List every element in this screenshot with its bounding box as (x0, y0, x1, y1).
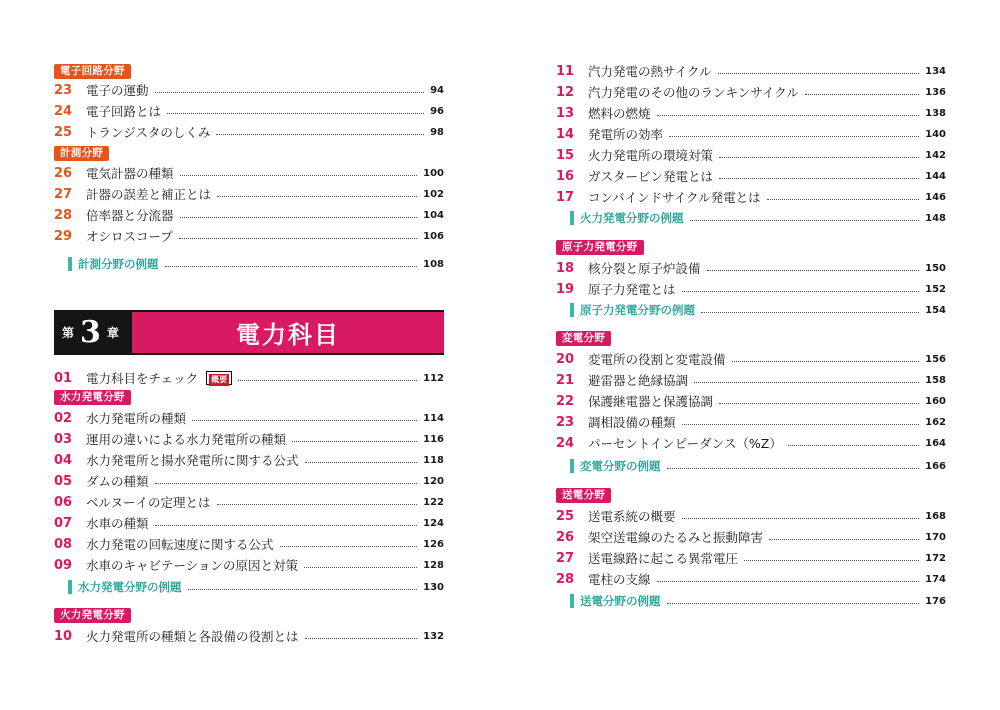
entry-page: 108 (423, 258, 444, 270)
example-title: 計測分野の例題 (78, 257, 159, 271)
entry-title: 汽力発電のその他のランキンサイクル (588, 85, 799, 100)
chapter-title: 電力科目 (132, 312, 444, 353)
section-tag-denshi: 電子回路分野 (54, 64, 131, 79)
toc-entry[interactable] (54, 80, 444, 100)
entry-title: 水力発電所と揚水発電所に関する公式 (86, 453, 299, 468)
entry-number: 13 (556, 105, 575, 121)
entry-number: 27 (556, 550, 575, 566)
entry-page: 150 (925, 262, 946, 274)
entry-page: 148 (925, 212, 946, 224)
entry-number: 24 (556, 435, 575, 451)
entry-page: 126 (423, 538, 444, 550)
toc-entry[interactable] (54, 408, 444, 428)
entry-number: 24 (54, 103, 73, 119)
toc-entry[interactable] (54, 101, 444, 121)
entry-title: 汽力発電の熱サイクル (588, 64, 712, 79)
dot-leader (719, 403, 919, 404)
example-title: 変電分野の例題 (580, 459, 661, 473)
entry-number: 15 (556, 147, 575, 163)
entry-page: 122 (423, 496, 444, 508)
entry-title: 倍率器と分流器 (86, 208, 174, 223)
dot-leader (165, 266, 418, 267)
entry-title: パーセントインピーダンス（%Z） (588, 436, 782, 451)
entry-title: 運用の違いによる水力発電所の種類 (86, 432, 287, 447)
entry-page: 168 (925, 510, 946, 522)
toc-example-entry[interactable] (54, 577, 444, 597)
entry-title: 電子の運動 (86, 83, 149, 98)
toc-entry[interactable] (556, 103, 946, 123)
toc-entry[interactable] (556, 391, 946, 411)
toc-entry[interactable] (54, 226, 444, 246)
dot-leader (669, 136, 919, 137)
dot-leader (682, 291, 920, 292)
entry-page: 138 (925, 107, 946, 119)
entry-page: 146 (925, 191, 946, 203)
entry-title: 計器の誤差と補正とは (86, 187, 212, 202)
dot-leader (167, 113, 424, 114)
entry-page: 104 (423, 209, 444, 221)
entry-page: 132 (423, 630, 444, 642)
entry-title: 調相設備の種類 (588, 415, 676, 430)
entry-number: 08 (54, 536, 73, 552)
example-marker (68, 257, 72, 271)
entry-page: 102 (423, 188, 444, 200)
toc-entry[interactable] (556, 349, 946, 369)
dot-leader (732, 361, 920, 362)
chapter-digit: 3 (80, 315, 101, 350)
dot-leader (707, 270, 920, 271)
entry-number: 09 (54, 557, 73, 573)
entry-page: 162 (925, 416, 946, 428)
toc-entry[interactable] (54, 471, 444, 491)
entry-page: 154 (925, 304, 946, 316)
toc-entry[interactable] (556, 124, 946, 144)
entry-page: 128 (423, 559, 444, 571)
entry-number: 17 (556, 189, 575, 205)
entry-title: 水力発電所の種類 (86, 411, 187, 426)
example-marker (570, 594, 574, 608)
chapter-prefix: 第 (62, 326, 75, 340)
entry-number: 22 (556, 393, 575, 409)
toc-example-entry[interactable] (556, 300, 946, 320)
toc-entry[interactable] (556, 258, 946, 278)
entry-page: 142 (925, 149, 946, 161)
chapter-suffix: 章 (106, 326, 119, 340)
toc-entry[interactable] (54, 555, 444, 575)
toc-entry[interactable] (54, 492, 444, 512)
entry-number: 20 (556, 351, 575, 367)
toc-entry[interactable] (54, 429, 444, 449)
dot-leader (180, 175, 418, 176)
dot-leader (305, 462, 418, 463)
entry-title: ダムの種類 (86, 474, 149, 489)
entry-number: 03 (54, 431, 73, 447)
entry-title: コンバインドサイクル発電とは (588, 190, 761, 205)
entry-number: 27 (54, 186, 73, 202)
toc-entry[interactable] (54, 205, 444, 225)
section-tag-karyoku: 火力発電分野 (54, 608, 131, 623)
entry-page: 114 (423, 412, 444, 424)
entry-page: 118 (423, 454, 444, 466)
dot-leader (718, 73, 920, 74)
entry-number: 06 (54, 494, 73, 510)
entry-page: 98 (430, 126, 444, 138)
entry-title: 水車のキャビテーションの原因と対策 (86, 558, 299, 573)
toc-entry[interactable] (54, 626, 444, 646)
toc-entry[interactable] (556, 166, 946, 186)
toc-entry[interactable] (556, 433, 946, 453)
toc-entry[interactable] (556, 370, 946, 390)
toc-entry[interactable] (54, 450, 444, 470)
example-marker (68, 580, 72, 594)
dot-leader (292, 441, 417, 442)
entry-title: オシロスコープ (86, 229, 173, 244)
toc-entry[interactable] (54, 368, 444, 388)
entry-number: 12 (556, 84, 575, 100)
example-title: 火力発電分野の例題 (580, 211, 684, 225)
entry-number: 19 (556, 281, 575, 297)
section-tag-soden: 送電分野 (556, 488, 611, 503)
dot-leader (155, 483, 418, 484)
entry-number: 28 (54, 207, 73, 223)
entry-number: 26 (556, 529, 575, 545)
entry-title: 電柱の支線 (588, 572, 651, 587)
dot-leader (155, 92, 425, 93)
entry-page: 130 (423, 581, 444, 593)
entry-title: 変電所の役割と変電設備 (588, 352, 726, 367)
entry-number: 01 (54, 370, 73, 386)
entry-page: 152 (925, 283, 946, 295)
example-marker (570, 459, 574, 473)
toc-entry[interactable] (556, 187, 946, 207)
entry-title: トランジスタのしくみ (86, 125, 211, 140)
entry-title: 火力発電所の種類と各設備の役割とは (86, 629, 299, 644)
dot-leader (217, 196, 417, 197)
example-title: 水力発電分野の例題 (78, 580, 182, 594)
entry-page: 160 (925, 395, 946, 407)
entry-title: 核分裂と原子炉設備 (588, 261, 701, 276)
toc-entry[interactable] (556, 506, 946, 526)
entry-title: 発電所の効率 (588, 127, 664, 142)
entry-title: 送電系統の概要 (588, 509, 676, 524)
section-tag-hendenn: 変電分野 (556, 331, 611, 346)
dot-leader (180, 217, 418, 218)
example-marker (570, 211, 574, 225)
dot-leader (192, 420, 417, 421)
dot-leader (690, 220, 920, 221)
entry-number: 11 (556, 63, 575, 79)
toc-entry[interactable] (556, 279, 946, 299)
entry-page: 96 (430, 105, 444, 117)
entry-number: 28 (556, 571, 575, 587)
dot-leader (657, 581, 920, 582)
toc-entry[interactable] (556, 145, 946, 165)
entry-page: 116 (423, 433, 444, 445)
dot-leader (657, 115, 920, 116)
toc-example-entry[interactable] (556, 591, 946, 611)
dot-leader (216, 134, 424, 135)
dot-leader (701, 312, 919, 313)
entry-page: 100 (423, 167, 444, 179)
entry-number: 25 (54, 124, 73, 140)
entry-number: 14 (556, 126, 575, 142)
toc-entry[interactable] (556, 569, 946, 589)
toc-entry[interactable] (54, 122, 444, 142)
dot-leader (179, 238, 417, 239)
toc-entry[interactable] (54, 534, 444, 554)
entry-page: 120 (423, 475, 444, 487)
entry-number: 16 (556, 168, 575, 184)
entry-title: 電力科目をチェック (86, 371, 199, 386)
section-tag-genshiryoku: 原子力発電分野 (556, 240, 644, 255)
entry-title: ガスタービン発電とは (588, 169, 714, 184)
chapter-banner (54, 310, 444, 355)
entry-title: 燃料の燃焼 (588, 106, 651, 121)
dot-leader (238, 380, 417, 381)
toc-entry[interactable] (54, 513, 444, 533)
entry-title: 電子回路とは (86, 104, 162, 119)
entry-number: 18 (556, 260, 575, 276)
entry-title: 水車の種類 (86, 516, 149, 531)
entry-page: 166 (925, 460, 946, 472)
toc-example-entry[interactable] (556, 208, 946, 228)
entry-page: 124 (423, 517, 444, 529)
entry-page: 94 (430, 84, 444, 96)
entry-page: 156 (925, 353, 946, 365)
dot-leader (305, 638, 418, 639)
entry-title: 水力発電の回転速度に関する公式 (86, 537, 274, 552)
dot-leader (155, 525, 418, 526)
entry-title: 保護継電器と保護協調 (588, 394, 714, 409)
toc-entry[interactable] (54, 184, 444, 204)
entry-page: 134 (925, 65, 946, 77)
dot-leader (682, 518, 920, 519)
entry-title: 火力発電所の環境対策 (588, 148, 714, 163)
entry-page: 170 (925, 531, 946, 543)
entry-number: 05 (54, 473, 73, 489)
entry-number: 04 (54, 452, 73, 468)
entry-page: 164 (925, 437, 946, 449)
toc-example-entry[interactable] (556, 456, 946, 476)
toc-entry[interactable] (556, 412, 946, 432)
dot-leader (788, 445, 919, 446)
entry-title: ベルヌーイの定理とは (86, 495, 211, 510)
entry-page: 112 (423, 372, 444, 384)
entry-number: 21 (556, 372, 575, 388)
example-marker (570, 303, 574, 317)
entry-page: 106 (423, 230, 444, 242)
section-tag-suiryoku: 水力発電分野 (54, 390, 131, 405)
dot-leader (304, 567, 417, 568)
entry-title: 電気計器の種類 (86, 166, 174, 181)
entry-number: 02 (54, 410, 73, 426)
entry-number: 10 (54, 628, 73, 644)
dot-leader (767, 199, 919, 200)
dot-leader (805, 94, 919, 95)
entry-number: 25 (556, 508, 575, 524)
dot-leader (682, 424, 920, 425)
toc-entry[interactable] (556, 527, 946, 547)
chapter-number (62, 310, 119, 355)
overview-badge: 概要 (206, 371, 232, 385)
toc-entry[interactable] (556, 548, 946, 568)
section-tag-keisoku: 計測分野 (54, 146, 109, 161)
entry-title: 送電線路に起こる異常電圧 (588, 551, 739, 566)
dot-leader (280, 546, 418, 547)
dot-leader (667, 603, 920, 604)
entry-page: 172 (925, 552, 946, 564)
entry-page: 176 (925, 595, 946, 607)
entry-title: 避雷器と絶縁協調 (588, 373, 689, 388)
toc-entry[interactable] (556, 82, 946, 102)
dot-leader (217, 504, 418, 505)
entry-number: 07 (54, 515, 73, 531)
entry-page: 158 (925, 374, 946, 386)
toc-entry[interactable] (556, 61, 946, 81)
toc-entry[interactable] (54, 163, 444, 183)
dot-leader (719, 178, 919, 179)
entry-page: 174 (925, 573, 946, 585)
toc-example-entry[interactable] (54, 254, 444, 274)
entry-number: 29 (54, 228, 73, 244)
example-title: 原子力発電分野の例題 (580, 303, 695, 317)
example-title: 送電分野の例題 (580, 594, 661, 608)
dot-leader (667, 468, 920, 469)
entry-number: 23 (54, 82, 73, 98)
entry-number: 26 (54, 165, 73, 181)
entry-title: 原子力発電とは (588, 282, 676, 297)
dot-leader (719, 157, 919, 158)
dot-leader (744, 560, 919, 561)
entry-page: 140 (925, 128, 946, 140)
dot-leader (769, 539, 919, 540)
dot-leader (694, 382, 919, 383)
dot-leader (188, 589, 418, 590)
entry-title: 架空送電線のたるみと振動障害 (588, 530, 764, 545)
entry-number: 23 (556, 414, 575, 430)
entry-page: 136 (925, 86, 946, 98)
entry-page: 144 (925, 170, 946, 182)
